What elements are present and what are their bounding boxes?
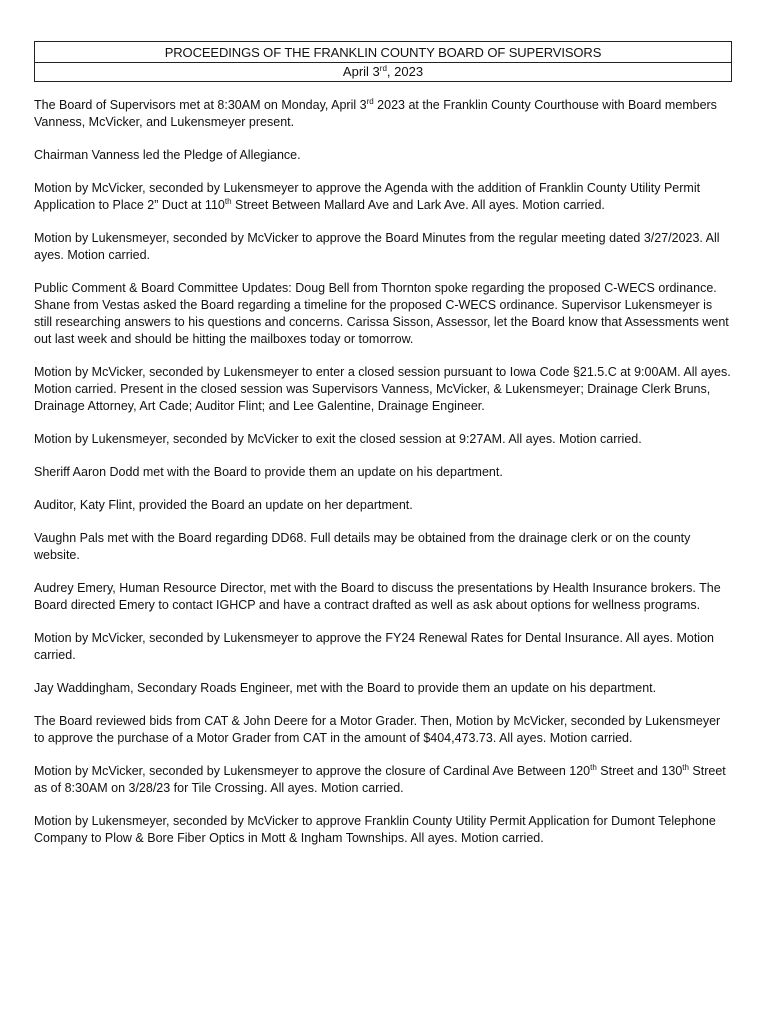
document-title: PROCEEDINGS OF THE FRANKLIN COUNTY BOARD OF SUPERVISORS — [35, 42, 731, 63]
meeting-date — [35, 63, 731, 81]
paragraph-motor-grader: The Board reviewed bids from CAT & John Deere for a Motor Grader. Then, Motion by McVicker, seconded by Lukensmeyer to approve the purchase of a Motor Grader from CAT in the amount of $404,473.73. All ayes. Motion carried. — [34, 714, 721, 745]
paragraph-auditor-update: Auditor, Katy Flint, provided the Board an update on her department. — [34, 498, 413, 512]
paragraph-meeting-opening: The Board of Supervisors met at 8:30AM on Monday, April 3rd 2023 at the Franklin County Courthouse with Board members Vanness, McVicker, and Lukensmeyer present. — [34, 97, 717, 129]
paragraph-roads-update: Jay Waddingham, Secondary Roads Engineer, met with the Board to provide them an update on his department. — [34, 681, 657, 695]
paragraph-drainage-dd68: Vaughn Pals met with the Board regarding DD68. Full details may be obtained from the drainage clerk or on the county website. — [34, 531, 691, 562]
date-text: April 3 — [342, 64, 380, 79]
paragraph-road-closure: Motion by McVicker, seconded by Lukensmeyer to approve the closure of Cardinal Ave Between 120th Street and 130th Street as of 8:30AM on 3/28/23 for Tile Crossing. All ayes. Motion carried. — [34, 763, 726, 795]
paragraph-utility-permit: Motion by Lukensmeyer, seconded by McVicker to approve Franklin County Utility Permit Application for Dumont Telephone Company to Plow & Bore Fiber Optics in Mott & Ingham Townships. All ayes. Motion carried. — [34, 814, 716, 845]
paragraph-agenda-motion: Motion by McVicker, seconded by Lukensmeyer to approve the Agenda with the addition of Franklin County Utility Permit Application to Place 2” Duct at 110th Street Between Mallard Ave and Lark Ave. All ayes. Motion carried. — [34, 181, 701, 212]
paragraph-pledge: Chairman Vanness led the Pledge of Allegiance. — [34, 148, 301, 162]
paragraph-closed-session: Motion by McVicker, seconded by Lukensmeyer to enter a closed session pursuant to Iowa Code §21.5.C at 9:00AM. All ayes. Motion carried. Present in the closed session was Supervisors Vanness, McVicker, & Lukensmeyer; Drainage Clerk Bruns, Drainage Attorney, Art Cade; Auditor Flint; and Lee Galentine, Drainage Engineer. — [34, 365, 731, 413]
date-year: , 2023 — [386, 64, 424, 79]
paragraph-dental-rates: Motion by McVicker, seconded by Lukensmeyer to approve the FY24 Renewal Rates for Dental Insurance. All ayes. Motion carried. — [34, 631, 714, 662]
date-superscript: rd — [379, 64, 387, 73]
paragraph-exit-session: Motion by Lukensmeyer, seconded by McVicker to exit the closed session at 9:27AM. All ayes. Motion carried. — [34, 432, 642, 446]
document-page — [34, 41, 732, 863]
paragraph-public-comment: Public Comment & Board Committee Updates: Doug Bell from Thornton spoke regarding the proposed C-WECS ordinance. Shane from Vestas asked the Board regarding a timeline for the proposed C-WECS ordinance. Supervisor Lukensmeyer is still researching answers to his questions and concerns. Carissa Sisson, Assessor, let the Board know that Assessments went out last week and should be hitting the mailboxes today or tomorrow. — [34, 281, 729, 346]
paragraph-minutes-motion: Motion by Lukensmeyer, seconded by McVicker to approve the Board Minutes from the regular meeting dated 3/27/2023. All ayes. Motion carried. — [34, 231, 720, 262]
minutes-body — [34, 97, 732, 847]
header-box — [34, 41, 732, 82]
paragraph-sheriff-update: Sheriff Aaron Dodd met with the Board to provide them an update on his department. — [34, 465, 503, 479]
paragraph-health-insurance: Audrey Emery, Human Resource Director, met with the Board to discuss the presentations by Health Insurance brokers. The Board directed Emery to contact IGHCP and have a contract drafted as well as ask about options for wellness programs. — [34, 581, 721, 612]
